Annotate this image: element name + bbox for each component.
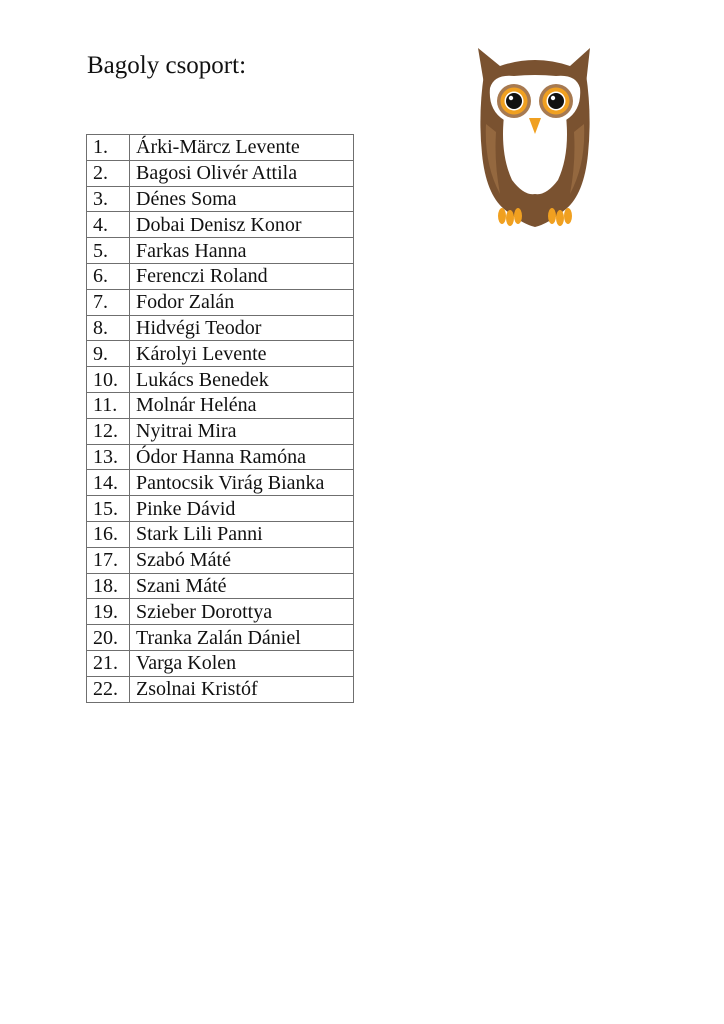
student-name: Tranka Zalán Dániel bbox=[130, 625, 354, 651]
student-number: 1. bbox=[87, 135, 130, 161]
table-row bbox=[87, 470, 354, 496]
table-row bbox=[87, 392, 354, 418]
table-row bbox=[87, 573, 354, 599]
student-number: 18. bbox=[87, 573, 130, 599]
student-number: 21. bbox=[87, 650, 130, 676]
student-name: Dobai Denisz Konor bbox=[130, 212, 354, 238]
student-number: 6. bbox=[87, 263, 130, 289]
table-row bbox=[87, 599, 354, 625]
student-number: 8. bbox=[87, 315, 130, 341]
student-number: 3. bbox=[87, 186, 130, 212]
student-name: Hidvégi Teodor bbox=[130, 315, 354, 341]
table-row bbox=[87, 289, 354, 315]
student-number: 20. bbox=[87, 625, 130, 651]
table-row bbox=[87, 367, 354, 393]
table-row bbox=[87, 341, 354, 367]
student-number: 22. bbox=[87, 676, 130, 702]
student-name: Károlyi Levente bbox=[130, 341, 354, 367]
table-row bbox=[87, 315, 354, 341]
student-number: 9. bbox=[87, 341, 130, 367]
student-name: Varga Kolen bbox=[130, 650, 354, 676]
table-row bbox=[87, 547, 354, 573]
student-name: Szieber Dorottya bbox=[130, 599, 354, 625]
owl-icon bbox=[474, 44, 596, 230]
table-row bbox=[87, 263, 354, 289]
table-row bbox=[87, 160, 354, 186]
student-number: 12. bbox=[87, 418, 130, 444]
student-name: Zsolnai Kristóf bbox=[130, 676, 354, 702]
student-number: 15. bbox=[87, 496, 130, 522]
table-row bbox=[87, 650, 354, 676]
student-number: 13. bbox=[87, 444, 130, 470]
student-number: 17. bbox=[87, 547, 130, 573]
student-name: Ódor Hanna Ramóna bbox=[130, 444, 354, 470]
student-name: Stark Lili Panni bbox=[130, 521, 354, 547]
student-name: Árki-Märcz Levente bbox=[130, 135, 354, 161]
table-row bbox=[87, 212, 354, 238]
student-number: 10. bbox=[87, 367, 130, 393]
student-name: Fodor Zalán bbox=[130, 289, 354, 315]
student-name: Lukács Benedek bbox=[130, 367, 354, 393]
student-name: Farkas Hanna bbox=[130, 238, 354, 264]
table-row bbox=[87, 625, 354, 651]
table-row bbox=[87, 135, 354, 161]
table-row bbox=[87, 238, 354, 264]
table-row bbox=[87, 444, 354, 470]
student-name: Molnár Heléna bbox=[130, 392, 354, 418]
table-row bbox=[87, 676, 354, 702]
student-number: 14. bbox=[87, 470, 130, 496]
student-number: 4. bbox=[87, 212, 130, 238]
student-name: Pantocsik Virág Bianka bbox=[130, 470, 354, 496]
student-number: 16. bbox=[87, 521, 130, 547]
student-number: 2. bbox=[87, 160, 130, 186]
student-number: 7. bbox=[87, 289, 130, 315]
student-name: Ferenczi Roland bbox=[130, 263, 354, 289]
table-row bbox=[87, 496, 354, 522]
student-name: Bagosi Olivér Attila bbox=[130, 160, 354, 186]
student-number: 11. bbox=[87, 392, 130, 418]
student-roster-table bbox=[86, 134, 354, 703]
page-title: Bagoly csoport: bbox=[87, 52, 247, 79]
table-row bbox=[87, 186, 354, 212]
table-row bbox=[87, 418, 354, 444]
student-number: 19. bbox=[87, 599, 130, 625]
student-name: Nyitrai Mira bbox=[130, 418, 354, 444]
student-number: 5. bbox=[87, 238, 130, 264]
table-row bbox=[87, 521, 354, 547]
student-name: Szani Máté bbox=[130, 573, 354, 599]
student-name: Pinke Dávid bbox=[130, 496, 354, 522]
student-name: Dénes Soma bbox=[130, 186, 354, 212]
student-name: Szabó Máté bbox=[130, 547, 354, 573]
